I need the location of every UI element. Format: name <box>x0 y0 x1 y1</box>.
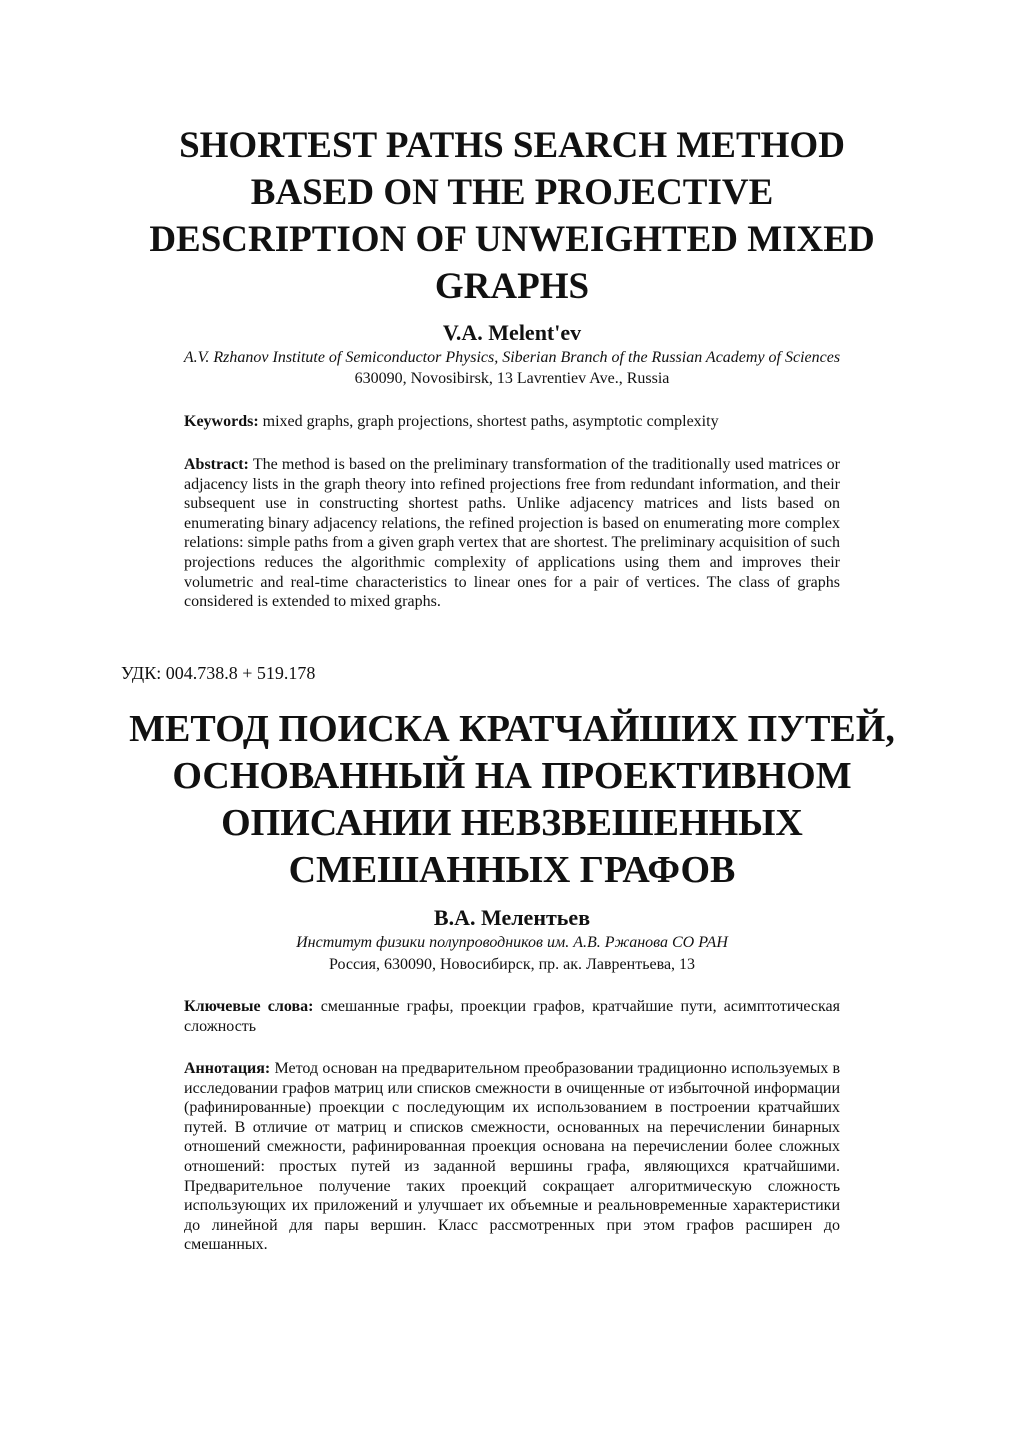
english-title-line: GRAPHS <box>434 266 590 307</box>
russian-keywords-text: смешанные графы, проекции графов, кратчайшие пути, асимптотическая сложность <box>184 998 841 1035</box>
russian-keywords <box>184 997 840 1036</box>
english-keywords <box>184 412 840 432</box>
english-title-line: DESCRIPTION OF UNWEIGHTED MIXED <box>149 219 875 260</box>
english-keywords-text: mixed graphs, graph projections, shortest paths, asymptotic complexity <box>262 413 719 430</box>
russian-keywords-label: Ключевые слова: <box>184 998 314 1015</box>
russian-abstract-label: Аннотация: <box>184 1060 271 1077</box>
english-title-line: SHORTEST PATHS SEARCH METHOD <box>179 125 845 166</box>
english-author: V.A. Melent'ev <box>442 320 582 345</box>
english-abstract-text: The method is based on the preliminary transformation of the traditionally used matrices or adjacency lists in the graph theory into refined projections free from redundant information, and their subsequent use in constructing shortest paths. Unlike adjacency matrices and lists based on enumerating binary adjacency relations, the refined projection is based on enumerating more complex relations: simple paths from a given graph vertex that are shortest. The preliminary acquisition of such projections reduces the algorithmic complexity of applications using them and improves their volumetric and real-time characteristics to linear ones for a pair of vertices. The class of graphs considered is extended to mixed graphs. <box>184 456 840 611</box>
russian-title-line: ОПИСАНИИ НЕВЗВЕШЕННЫХ <box>221 802 803 844</box>
russian-author: В.А. Мелентьев <box>433 905 591 930</box>
english-keywords-label: Keywords: <box>184 413 259 430</box>
russian-affiliation: Институт физики полупроводников им. А.В. Ржанова СО РАН <box>296 934 728 951</box>
udk-code: УДК: 004.738.8 + 519.178 <box>121 663 316 683</box>
russian-address: Россия, 630090, Новосибирск, пр. ак. Лаврентьева, 13 <box>328 956 696 973</box>
english-abstract <box>184 455 840 612</box>
english-title <box>100 122 924 310</box>
russian-title-line: ОСНОВАННЫЙ НА ПРОЕКТИВНОМ <box>172 755 852 797</box>
english-affiliation: A.V. Rzhanov Institute of Semiconductor Physics, Siberian Branch of the Russian Academy of Sciences <box>183 349 841 366</box>
english-abstract-label: Abstract: <box>184 456 249 473</box>
english-address: 630090, Novosibirsk, 13 Lavrentiev Ave., Russia <box>354 370 670 387</box>
russian-abstract-text: Метод основан на предварительном преобразовании традиционно используемых в исследовании графов матриц или списков смежности в очищенные от избыточной информации (рафинированные) проекции с последующим их использованием в построении кратчайших путей. В отличие от матриц и списков смежности, основанных на перечислении бинарных отношений смежности, рафинированная проекция основана на перечислении более сложных отношений: простых путей из заданной вершины графа, являющихся кратчайшими. Предварительное получение таких проекций сокращает алгоритмическую сложность использующих их приложений и улучшает их объемные и реальновременные характеристики до линейной для пары вершин. Класс рассмотренных при этом графов расширен до смешанных. <box>184 1060 841 1254</box>
russian-title-line: МЕТОД ПОИСКА КРАТЧАЙШИХ ПУТЕЙ, <box>129 708 895 750</box>
russian-title-line: СМЕШАННЫХ ГРАФОВ <box>288 849 736 891</box>
english-title-line: BASED ON THE PROJECTIVE <box>250 172 774 213</box>
russian-abstract <box>184 1059 840 1255</box>
russian-title <box>100 706 924 894</box>
